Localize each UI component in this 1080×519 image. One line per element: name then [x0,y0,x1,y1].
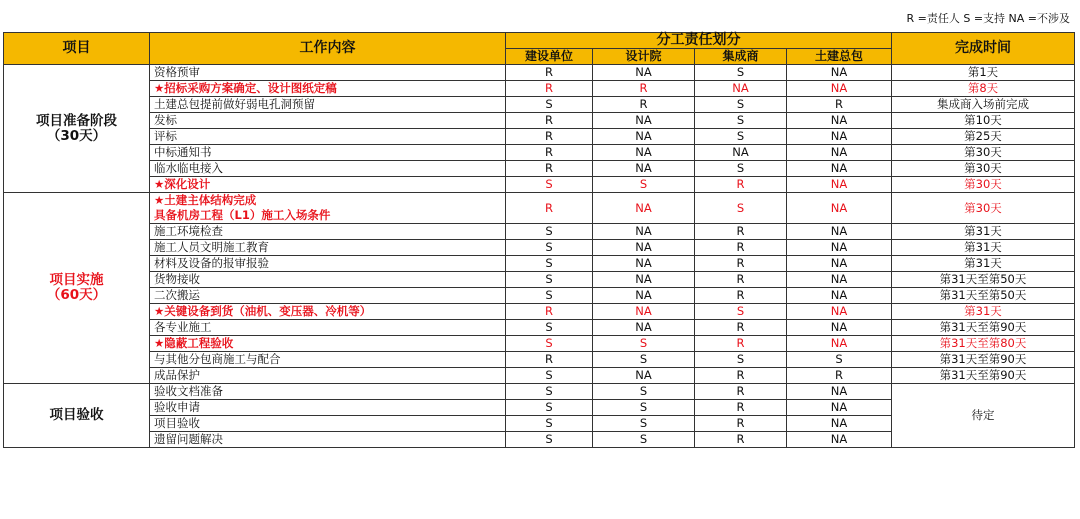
role-cell: S [506,336,593,352]
header-project: 项目 [4,33,150,65]
header-work-content: 工作内容 [150,33,506,65]
header-role-owner: 建设单位 [506,49,593,65]
task-name: 货物接收 [150,272,506,288]
role-cell: S [593,352,695,368]
role-cell: NA [593,288,695,304]
phase-implementation [4,193,150,384]
role-cell: R [506,193,593,224]
role-cell: NA [593,129,695,145]
role-cell: NA [787,320,892,336]
role-cell: NA [593,368,695,384]
completion-time: 第30天 [892,161,1075,177]
role-cell: R [506,145,593,161]
phase-preparation [4,65,150,193]
role-cell: R [695,288,787,304]
role-cell: NA [593,193,695,224]
role-cell: R [695,256,787,272]
completion-time: 第31天 [892,304,1075,320]
role-cell: R [695,336,787,352]
role-cell: R [506,113,593,129]
role-cell: S [506,272,593,288]
role-cell: NA [787,304,892,320]
completion-time: 第1天 [892,65,1075,81]
role-cell: NA [695,145,787,161]
phase-name: 项目验收 [49,407,104,423]
phase-duration: （60天） [46,287,107,303]
phase-name: 项目准备阶段 [36,112,117,129]
table-row [4,304,1075,320]
role-cell: NA [787,400,892,416]
task-name: 验收申请 [150,400,506,416]
completion-time: 第31天至第90天 [892,352,1075,368]
table-row [4,368,1075,384]
task-line: 具备机房工程（L1）施工入场条件 [154,208,331,222]
completion-time: 第31天至第50天 [892,288,1075,304]
table-row [4,65,1075,81]
role-cell: S [506,320,593,336]
completion-time: 集成商入场前完成 [892,97,1075,113]
task-name: 资格预审 [150,65,506,81]
role-cell: R [695,224,787,240]
role-cell: NA [593,272,695,288]
task-name: ★深化设计 [150,177,506,193]
table-row [4,129,1075,145]
table-row [4,320,1075,336]
role-cell: S [695,113,787,129]
completion-time: 第31天至第80天 [892,336,1075,352]
completion-time: 第30天 [892,193,1075,224]
role-cell: S [506,368,593,384]
role-cell: NA [787,129,892,145]
table-row [4,145,1075,161]
role-cell: NA [593,161,695,177]
role-cell: R [695,320,787,336]
table-row [4,193,1075,224]
role-cell: NA [787,161,892,177]
role-cell: S [506,416,593,432]
role-cell: S [787,352,892,368]
header-completion-time: 完成时间 [892,33,1075,65]
role-cell: S [506,400,593,416]
table-row [4,113,1075,129]
phase-duration: （30天） [46,127,107,144]
role-cell: S [593,336,695,352]
task-name: 二次搬运 [150,288,506,304]
table-row [4,384,1075,400]
task-name: 成品保护 [150,368,506,384]
role-cell: R [695,384,787,400]
role-cell: NA [593,320,695,336]
task-name: 项目验收 [150,416,506,432]
role-cell: R [506,81,593,97]
role-cell: S [593,384,695,400]
table-row [4,336,1075,352]
role-cell: NA [593,240,695,256]
phase-acceptance [4,384,150,448]
task-name: 遗留问题解决 [150,432,506,448]
role-cell: S [695,193,787,224]
completion-time: 第31天 [892,256,1075,272]
table-row [4,288,1075,304]
role-cell: NA [787,177,892,193]
table-row [4,97,1075,113]
role-cell: NA [787,240,892,256]
role-cell: R [506,129,593,145]
role-cell: R [506,65,593,81]
role-cell: S [506,224,593,240]
task-name: 评标 [150,129,506,145]
header-role-design-institute: 设计院 [593,49,695,65]
header-role-integrator: 集成商 [695,49,787,65]
header-role-general-contractor: 土建总包 [787,49,892,65]
role-cell: NA [787,65,892,81]
role-cell: R [506,352,593,368]
task-name: 各专业施工 [150,320,506,336]
table-row [4,256,1075,272]
task-name: ★招标采购方案确定、设计图纸定稿 [150,81,506,97]
role-cell: S [695,129,787,145]
role-cell: NA [787,288,892,304]
role-cell: S [506,384,593,400]
task-name: 土建总包提前做好弱电孔洞预留 [150,97,506,113]
role-cell: S [506,97,593,113]
role-cell: NA [593,145,695,161]
task-name: 施工环境检查 [150,224,506,240]
task-line: ★土建主体结构完成 [154,193,257,207]
role-cell: R [593,97,695,113]
role-cell: NA [787,432,892,448]
responsibility-table [3,32,1075,448]
completion-time: 第25天 [892,129,1075,145]
completion-time: 第31天至第90天 [892,320,1075,336]
responsibility-legend: R =责任人 S =支持 NA =不涉及 [906,12,1070,25]
role-cell: R [593,81,695,97]
role-cell: R [506,161,593,177]
role-cell: S [506,288,593,304]
role-cell: NA [787,336,892,352]
role-cell: S [593,400,695,416]
role-cell: S [695,65,787,81]
task-name: 临水临电接入 [150,161,506,177]
role-cell: R [695,240,787,256]
role-cell: R [695,400,787,416]
role-cell: NA [593,113,695,129]
task-name: 与其他分包商施工与配合 [150,352,506,368]
role-cell: S [695,352,787,368]
table-row [4,272,1075,288]
completion-time: 第31天 [892,224,1075,240]
task-name: 中标通知书 [150,145,506,161]
role-cell: R [787,368,892,384]
role-cell: R [695,432,787,448]
table-row [4,161,1075,177]
role-cell: S [593,432,695,448]
header-responsibility-division: 分工责任划分 [506,33,892,49]
table-row [4,81,1075,97]
role-cell: NA [787,81,892,97]
role-cell: NA [787,193,892,224]
table-row [4,177,1075,193]
completion-time: 第31天 [892,240,1075,256]
role-cell: S [506,432,593,448]
role-cell: NA [787,113,892,129]
task-name: 材料及设备的报审报验 [150,256,506,272]
task-name: 施工人员文明施工教育 [150,240,506,256]
table-row [4,224,1075,240]
role-cell: NA [593,224,695,240]
role-cell: S [695,304,787,320]
role-cell: NA [695,81,787,97]
role-cell: NA [787,224,892,240]
completion-time: 第31天至第90天 [892,368,1075,384]
completion-time-pending: 待定 [892,384,1075,448]
role-cell: R [695,177,787,193]
role-cell: S [506,256,593,272]
role-cell: R [787,97,892,113]
role-cell: NA [787,384,892,400]
role-cell: NA [593,65,695,81]
role-cell: R [506,304,593,320]
phase-name: 项目实施 [49,272,104,288]
role-cell: R [695,272,787,288]
role-cell: S [506,177,593,193]
role-cell: NA [787,256,892,272]
role-cell: NA [787,145,892,161]
role-cell: R [695,368,787,384]
role-cell: S [593,177,695,193]
role-cell: NA [593,256,695,272]
role-cell: NA [787,416,892,432]
completion-time: 第30天 [892,145,1075,161]
role-cell: S [695,97,787,113]
task-name: ★关键设备到货（油机、变压器、冷机等） [150,304,506,320]
completion-time: 第31天至第50天 [892,272,1075,288]
table-row [4,240,1075,256]
task-name: ★隐蔽工程验收 [150,336,506,352]
task-name: 发标 [150,113,506,129]
task-name: 验收文档准备 [150,384,506,400]
role-cell: NA [593,304,695,320]
table-row [4,352,1075,368]
completion-time: 第10天 [892,113,1075,129]
role-cell: S [506,240,593,256]
role-cell: R [695,416,787,432]
completion-time: 第30天 [892,177,1075,193]
completion-time: 第8天 [892,81,1075,97]
task-name [150,193,506,224]
role-cell: S [695,161,787,177]
role-cell: NA [787,272,892,288]
role-cell: S [593,416,695,432]
